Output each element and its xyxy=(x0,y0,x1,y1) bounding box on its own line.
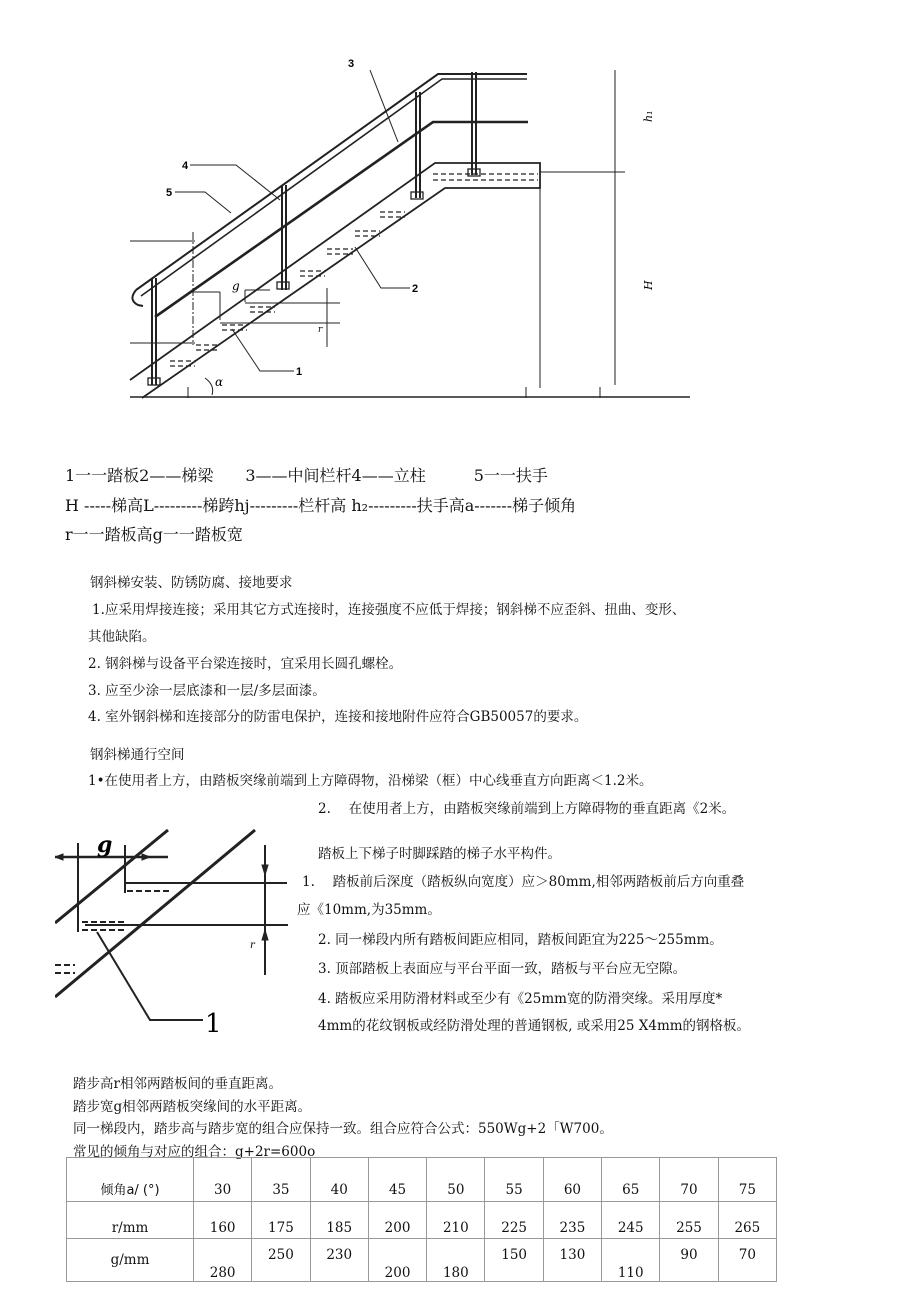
row-header: g/mm xyxy=(67,1239,194,1282)
label-r: r xyxy=(318,325,323,335)
label-2: 2 xyxy=(412,283,419,295)
paragraph: 4. 室外钢斜梯和连接部分的防雷电保护，连接和接地附件应符合GB50057的要求。 xyxy=(88,709,588,725)
table-cell: 255 xyxy=(660,1202,718,1239)
tread-detail-diagram xyxy=(55,820,305,1040)
table-cell: 210 xyxy=(427,1202,485,1239)
table-cell: 200 xyxy=(368,1202,426,1239)
legend-line-1: 1一一踏板2——梯梁 3——中间栏杆4——立柱 5一一扶手 xyxy=(65,466,548,485)
post xyxy=(282,185,286,290)
table-cell: 185 xyxy=(310,1202,368,1239)
table-cell: 70 xyxy=(660,1158,718,1202)
paragraph: 2. 钢斜梯与设备平台梁连接时，宜采用长圆孔螺栓。 xyxy=(88,656,403,672)
table-cell: 30 xyxy=(194,1158,252,1202)
handrail xyxy=(132,74,527,306)
label-H: H xyxy=(642,280,655,290)
legend-line-2: H -----梯高L---------梯跨hj---------栏杆高 h₂---------扶手高a-------梯子倾角 xyxy=(65,496,577,515)
angle-combination-table xyxy=(66,1157,777,1282)
stair-beam xyxy=(130,163,540,398)
table-cell: 75 xyxy=(718,1158,776,1202)
label-5: 5 xyxy=(166,187,173,199)
label-g: g xyxy=(232,279,240,293)
table-cell: 265 xyxy=(718,1202,776,1239)
table-cell: 70 xyxy=(718,1239,776,1282)
paragraph: 同一梯段内，踏步高与踏步宽的组合应保持一致。组合应符合公式：550Wg+2「W700。 xyxy=(73,1121,613,1137)
paragraph: 踏板上下梯子时脚踩踏的梯子水平构件。 xyxy=(318,846,561,862)
table-cell: 160 xyxy=(194,1202,252,1239)
post xyxy=(152,278,156,385)
paragraph: 踏步高r相邻两踏板间的垂直距离。 xyxy=(73,1076,282,1092)
section-title: 钢斜梯安装、防锈防腐、接地要求 xyxy=(90,575,293,591)
table-cell: 230 xyxy=(310,1239,368,1282)
table-row xyxy=(67,1202,777,1239)
paragraph: 1. 踏板前后深度（踏板纵向宽度）应＞80mm,相邻两踏板前后方向重叠 xyxy=(302,874,745,890)
paragraph: 常见的倾角与对应的组合：g+2r=600o xyxy=(73,1144,316,1160)
table-cell: 225 xyxy=(485,1202,543,1239)
table-cell: 45 xyxy=(368,1158,426,1202)
label-h1: h₁ xyxy=(642,110,655,122)
paragraph: 应《10mm,为35mm。 xyxy=(297,902,441,918)
table-cell: 280 xyxy=(194,1239,252,1282)
table-row xyxy=(67,1239,777,1282)
label-3: 3 xyxy=(348,58,355,70)
table-cell: 35 xyxy=(252,1158,310,1202)
label-alpha: α xyxy=(215,375,224,389)
row-header: 倾角a/ (°) xyxy=(67,1158,194,1202)
table-cell: 200 xyxy=(368,1239,426,1282)
table-cell: 60 xyxy=(543,1158,601,1202)
paragraph: 2. 在使用者上方，由踏板突缘前端到上方障碍物的垂直距离《2米。 xyxy=(318,801,736,817)
label-1: 1 xyxy=(205,1009,222,1039)
table-cell: 235 xyxy=(543,1202,601,1239)
table-cell: 245 xyxy=(602,1202,660,1239)
label-g: g xyxy=(97,832,113,858)
post xyxy=(472,72,476,175)
table-cell: 90 xyxy=(660,1239,718,1282)
table-cell: 50 xyxy=(427,1158,485,1202)
table-cell: 40 xyxy=(310,1158,368,1202)
table-cell: 65 xyxy=(602,1158,660,1202)
table-cell: 130 xyxy=(543,1239,601,1282)
label-4: 4 xyxy=(182,160,189,172)
table-cell: 55 xyxy=(485,1158,543,1202)
paragraph: 4mm的花纹钢板或经防滑处理的普通钢板, 或采用25 X4mm的钢格板。 xyxy=(318,1018,751,1034)
label-1: 1 xyxy=(296,366,303,378)
label-r: r xyxy=(250,940,255,951)
table-cell: 150 xyxy=(485,1239,543,1282)
paragraph: 踏步宽g相邻两踏板突缘间的水平距离。 xyxy=(73,1099,312,1115)
paragraph: 2. 同一梯段内所有踏板间距应相同，踏板间距宜为225〜255mm。 xyxy=(318,932,723,948)
table-cell: 180 xyxy=(427,1239,485,1282)
legend-line-3: r一一踏板高g一一踏板宽 xyxy=(65,525,243,544)
post xyxy=(416,92,420,198)
paragraph: 3. 应至少涂一层底漆和一层/多层面漆。 xyxy=(88,683,326,699)
paragraph: 3. 顶部踏板上表面应与平台平面一致，踏板与平台应无空隙。 xyxy=(318,961,687,977)
table-row xyxy=(67,1158,777,1202)
stair-diagram xyxy=(0,0,700,410)
paragraph: 4. 踏板应采用防滑材料或至少有《25mm宽的防滑突缘。采用厚度* xyxy=(318,991,723,1007)
row-header: r/mm xyxy=(67,1202,194,1239)
paragraph: 1.应采用焊接连接；采用其它方式连接时，连接强度不应低于焊接；钢斜梯不应歪斜、扭曲、变形、 xyxy=(92,602,686,618)
paragraph: 其他缺陷。 xyxy=(88,629,156,645)
table-cell: 175 xyxy=(252,1202,310,1239)
section-title: 钢斜梯通行空间 xyxy=(90,747,185,763)
paragraph: 1•在使用者上方，由踏板突缘前端到上方障碍物，沿梯梁（框）中心线垂直方向距离＜1.2米。 xyxy=(88,773,653,789)
table-cell: 110 xyxy=(602,1239,660,1282)
table-cell: 250 xyxy=(252,1239,310,1282)
